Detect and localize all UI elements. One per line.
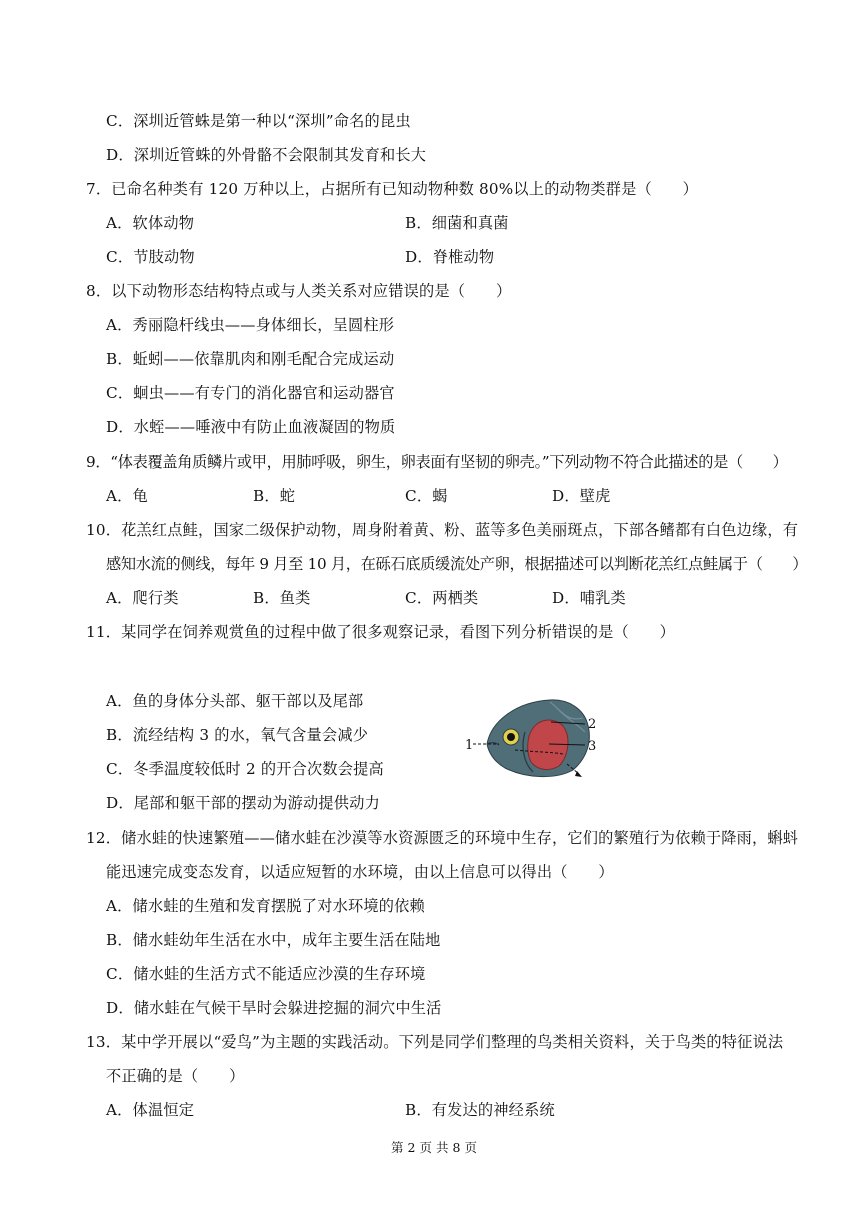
label-3: 3 bbox=[588, 739, 597, 754]
q10-stem-line2: 感知水流的侧线，每年 9 月至 10 月，在砾石底质缓流处产卵，根据描述可以判断花羔红点鲑属于（ ） bbox=[106, 555, 808, 573]
q13-stem-line1: 13．某中学开展以“爱鸟”为主题的实践活动。下列是同学们整理的鸟类相关资料，关于鸟类的特征说法 bbox=[86, 1033, 784, 1051]
q12-option-c: C．储水蛙的生活方式不能适应沙漠的生存环境 bbox=[106, 965, 426, 983]
q8-option-a: A．秀丽隐杆线虫——身体细长，呈圆柱形 bbox=[106, 316, 395, 334]
q7-option-d: D．脊椎动物 bbox=[405, 248, 495, 266]
q11-option-b: B．流经结构 3 的水，氧气含量会减少 bbox=[106, 726, 369, 744]
q11-stem: 11．某同学在饲养观赏鱼的过程中做了很多观察记录，看图下列分析错误的是（ ） bbox=[86, 623, 676, 641]
q8-option-b: B．蚯蚓——依靠肌肉和刚毛配合完成运动 bbox=[106, 350, 395, 368]
q7-stem: 7．已命名种类有 120 万种以上，占据所有已知动物种数 80%以上的动物类群是（ ） bbox=[86, 180, 699, 198]
q10-option-d: D．哺乳类 bbox=[552, 589, 626, 607]
q11-option-c: C．冬季温度较低时 2 的开合次数会提高 bbox=[106, 760, 384, 778]
footer-pre: 第 bbox=[391, 1140, 404, 1155]
q8-option-d: D．水蛭——唾液中有防止血液凝固的物质 bbox=[106, 418, 396, 436]
q12-option-b: B．储水蛙幼年生活在水中，成年主要生活在陆地 bbox=[106, 931, 441, 949]
q9-option-a: A．龟 bbox=[106, 487, 148, 505]
q10-option-c: C．两栖类 bbox=[405, 589, 479, 607]
q6-option-d: D．深圳近管蛛的外骨骼不会限制其发育和长大 bbox=[106, 146, 427, 164]
page-footer bbox=[0, 1140, 868, 1156]
q8-option-c: C．蛔虫——有专门的消化器官和运动器官 bbox=[106, 384, 395, 402]
q12-option-d: D．储水蛙在气候干旱时会躲进挖掘的洞穴中生活 bbox=[106, 999, 442, 1017]
q7-option-a: A．软体动物 bbox=[106, 214, 195, 232]
q9-option-d: D．壁虎 bbox=[552, 487, 611, 505]
footer-post: 页 bbox=[464, 1140, 477, 1155]
q9-option-b: B．蛇 bbox=[253, 487, 296, 505]
footer-mid: 页 共 bbox=[419, 1140, 449, 1155]
fish-pupil bbox=[507, 733, 515, 741]
q8-stem: 8．以下动物形态结构特点或与人类关系对应错误的是（ ） bbox=[86, 282, 512, 300]
q10-option-a: A．爬行类 bbox=[106, 589, 179, 607]
q13-option-a: A．体温恒定 bbox=[106, 1101, 195, 1119]
footer-page-number: 2 bbox=[407, 1140, 416, 1155]
footer-total-pages: 8 bbox=[452, 1140, 461, 1155]
q10-option-b: B．鱼类 bbox=[253, 589, 311, 607]
q12-stem-line2: 能迅速完成变态发育，以适应短暂的水环境，由以上信息可以得出（ ） bbox=[106, 863, 614, 881]
q11-option-d: D．尾部和躯干部的摆动为游动提供动力 bbox=[106, 794, 380, 812]
q9-stem: 9．“体表覆盖角质鳞片或甲，用肺呼吸，卵生，卵表面有坚韧的卵壳。”下列动物不符合此描述的是（ ） bbox=[86, 453, 788, 471]
q9-option-c: C．蝎 bbox=[405, 487, 448, 505]
q11-option-a: A．鱼的身体分头部、躯干部以及尾部 bbox=[106, 692, 364, 710]
label-2: 2 bbox=[588, 717, 597, 732]
q7-option-b: B．细菌和真菌 bbox=[405, 214, 509, 232]
q6-option-c: C．深圳近管蛛是第一种以“深圳”命名的昆虫 bbox=[106, 112, 411, 130]
q13-stem-line2: 不正确的是（ ） bbox=[106, 1067, 245, 1085]
q12-option-a: A．储水蛙的生殖和发育摆脱了对水环境的依赖 bbox=[106, 897, 425, 915]
q10-stem-line1: 10．花羔红点鲑，国家二级保护动物，周身附着黄、粉、蓝等多色美丽斑点，下部各鳍都有白色边缘，有 bbox=[86, 521, 799, 539]
q12-stem-line1: 12．储水蛙的快速繁殖——储水蛙在沙漠等水资源匮乏的环境中生存，它们的繁殖行为依赖于降雨，蝌蚪 bbox=[86, 829, 799, 847]
label-1: 1 bbox=[465, 738, 474, 753]
q13-option-b: B．有发达的神经系统 bbox=[405, 1101, 555, 1119]
fish-head-figure bbox=[455, 692, 615, 782]
q7-option-c: C．节肢动物 bbox=[106, 248, 195, 266]
